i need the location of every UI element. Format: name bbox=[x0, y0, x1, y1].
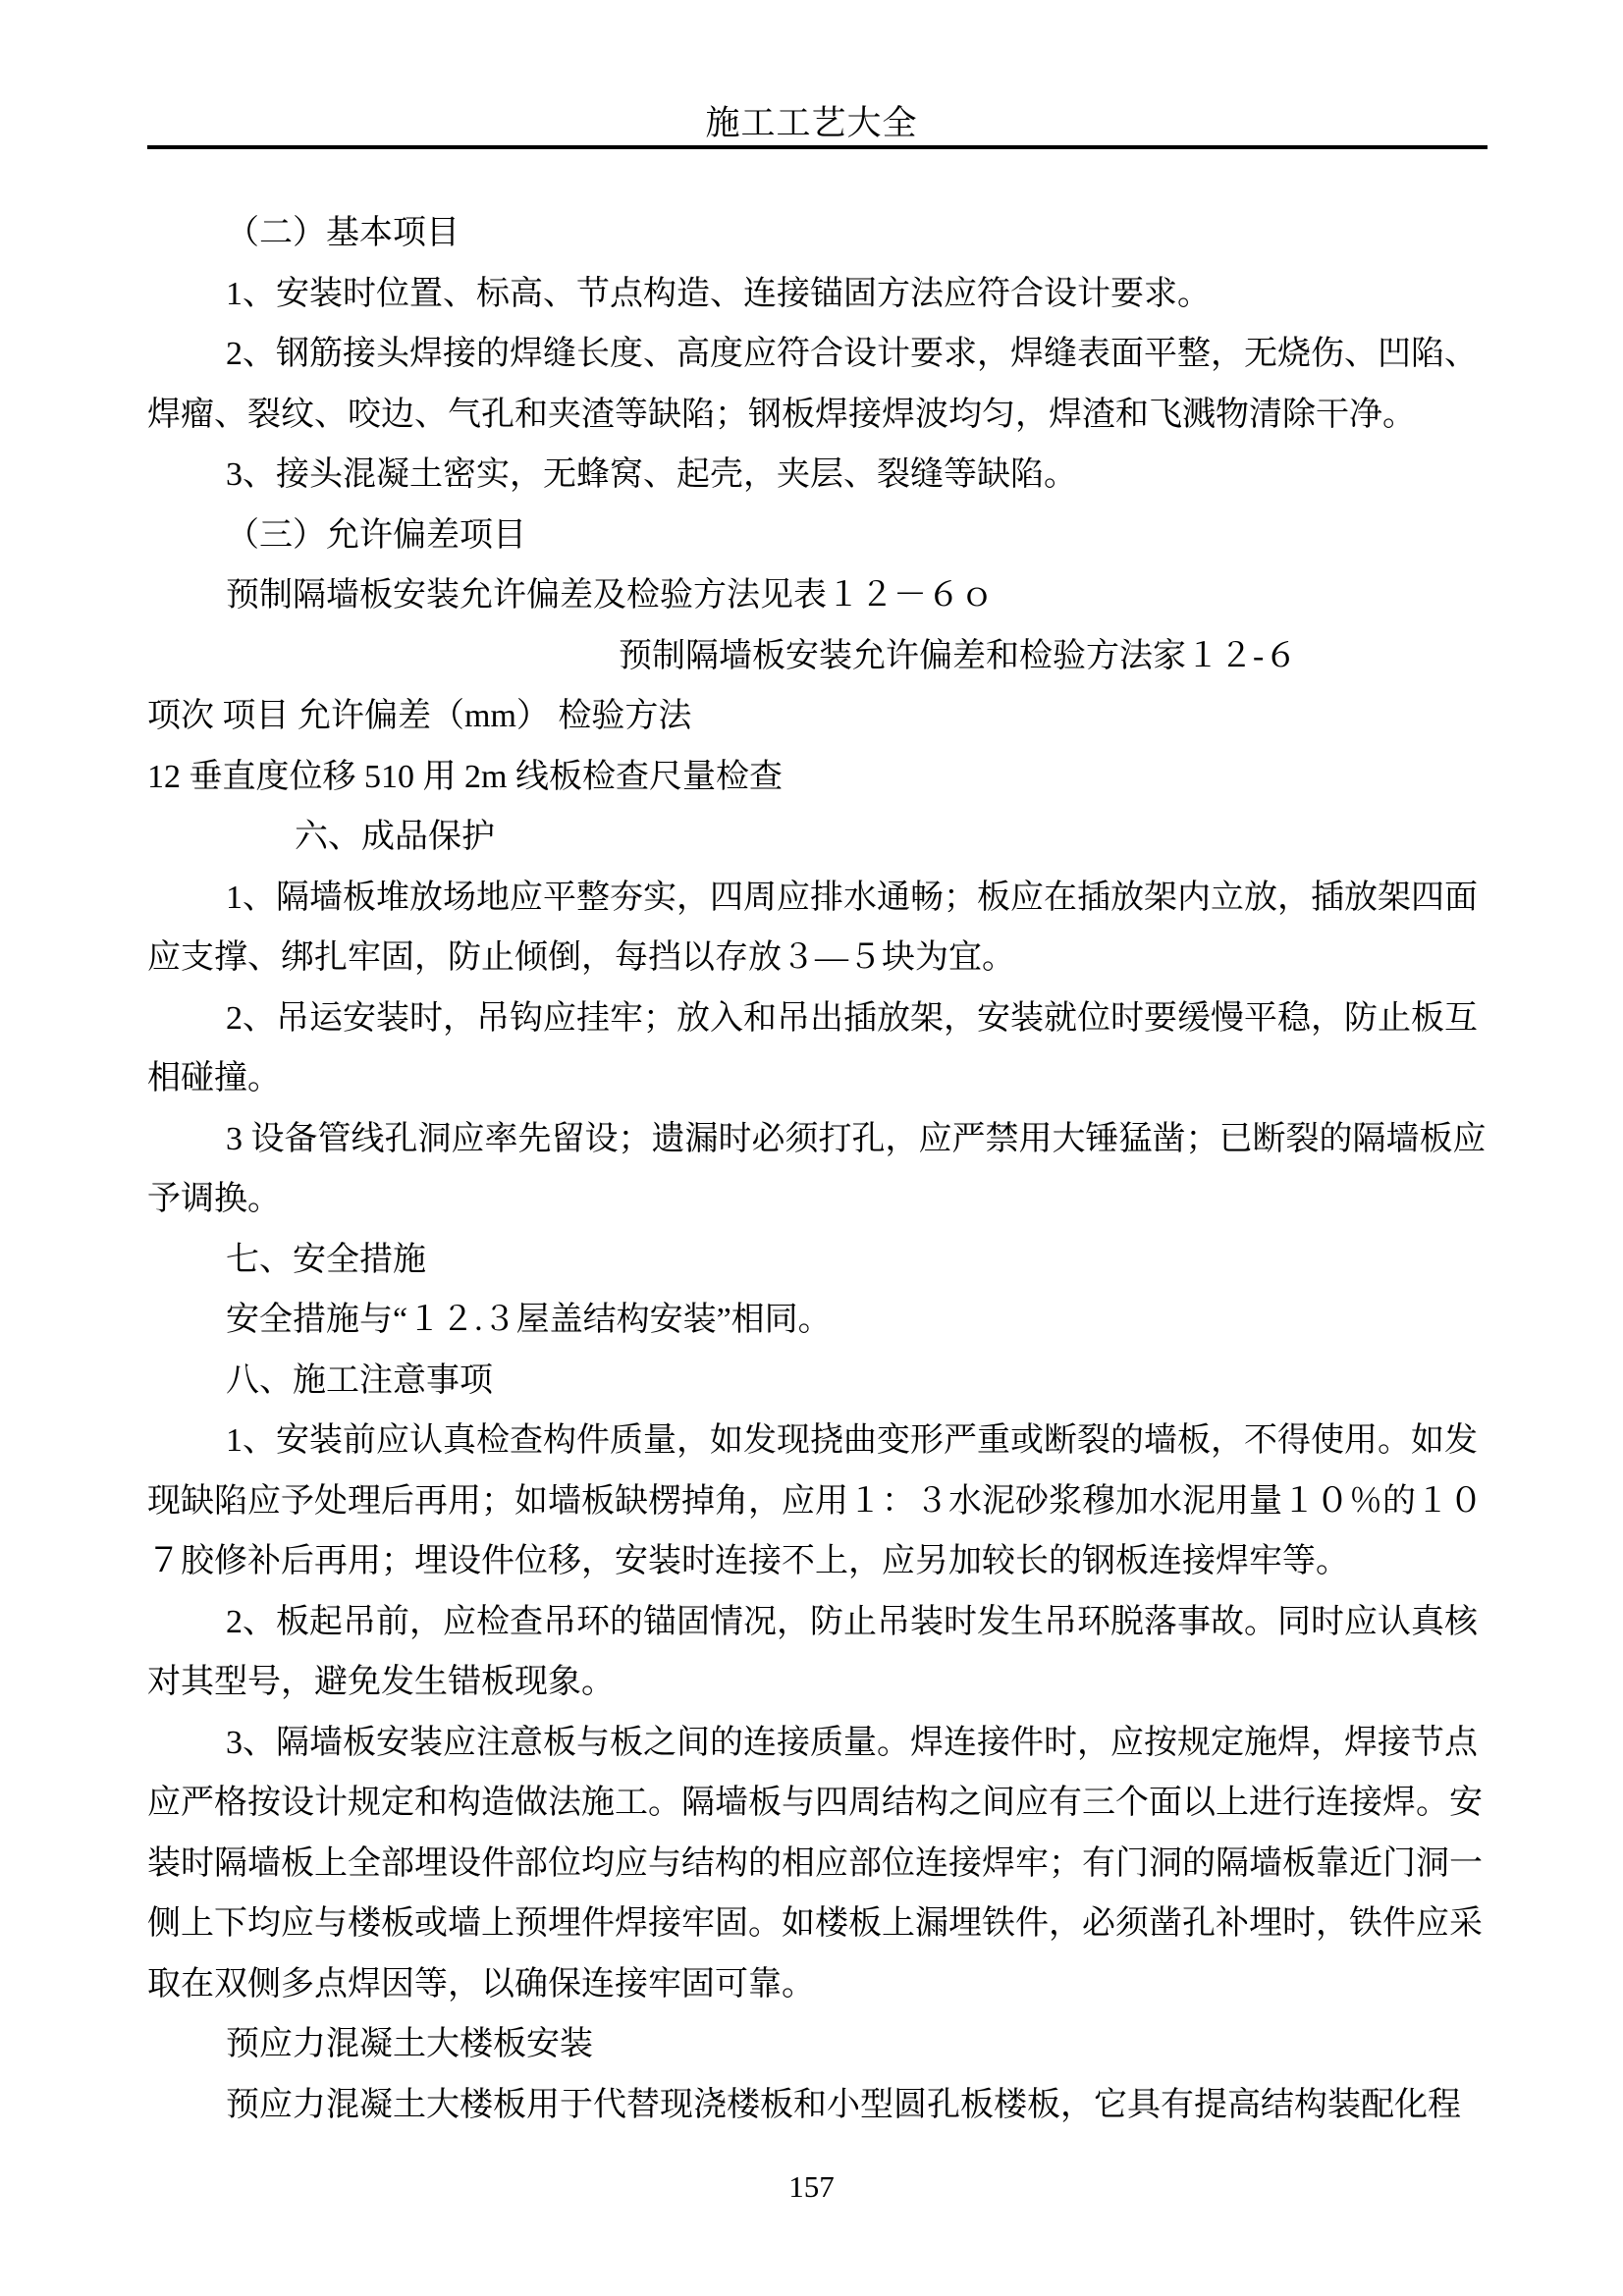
body-line: 1、安装时位置、标高、节点构造、连接锚固方法应符合设计要求。 bbox=[226, 275, 1211, 312]
table-reference-line: 预制隔墙板安装允许偏差及检验方法见表１２－６ｏ bbox=[226, 577, 994, 614]
body-line: 预应力混凝土大楼板用于代替现浇楼板和小型圆孔板楼板，它具有提高结构装配化程 bbox=[226, 2086, 1461, 2123]
body-line: 2、吊运安装时，吊钩应挂牢；放入和吊出插放架，安装就位时要缓慢平稳，防止板互 bbox=[226, 999, 1478, 1037]
page-header-title: 施工工艺大全 bbox=[705, 104, 918, 142]
body-line: 2、钢筋接头焊接的焊缝长度、高度应符合设计要求，焊缝表面平整，无烧伤、凹陷、 bbox=[226, 336, 1478, 372]
table-caption-line: 预制隔墙板安装允许偏差和检验方法家１２-６ bbox=[619, 637, 1298, 674]
body-line: 装时隔墙板上全部埋设件部位均应与结构的相应部位连接焊牢；有门洞的隔墙板靠近门洞一 bbox=[147, 1844, 1483, 1882]
body-line: 1、隔墙板堆放场地应平整夯实，四周应排水通畅；板应在插放架内立放，插放架四面 bbox=[226, 879, 1478, 916]
body-line: ７胶修补后再用；埋设件位移，安装时连接不上，应另加较长的钢板连接焊牢等。 bbox=[147, 1543, 1349, 1579]
body-line: 3 设备管线孔洞应率先留设；遗漏时必须打孔，应严禁用大锤猛凿；已断裂的隔墙板应 bbox=[226, 1120, 1487, 1157]
section-heading: （二）基本项目 bbox=[226, 215, 460, 251]
body-line: 对其型号，避免发生错板现象。 bbox=[147, 1664, 615, 1700]
body-line: 1、安装前应认真检查构件质量，如发现挠曲变形严重或断裂的墙板，不得使用。如发 bbox=[226, 1422, 1478, 1459]
body-line: 应支撑、绑扎牢固，防止倾倒，每挡以存放３—５块为宜。 bbox=[147, 939, 1015, 976]
header-rule bbox=[147, 145, 1488, 149]
body-line: 3、隔墙板安装应注意板与板之间的连接质量。焊连接件时，应按规定施焊，焊接节点 bbox=[226, 1724, 1478, 1761]
body-line: 2、板起吊前，应检查吊环的锚固情况，防止吊装时发生吊环脱落事故。同时应认真核 bbox=[226, 1603, 1478, 1640]
body-line: 应严格按设计规定和构造做法施工。隔墙板与四周结构之间应有三个面以上进行连接焊。安 bbox=[147, 1785, 1483, 1821]
section-heading: （三）允许偏差项目 bbox=[226, 516, 526, 554]
body-line: 3、接头混凝土密实，无蜂窝、起壳，夹层、裂缝等缺陷。 bbox=[226, 456, 1077, 493]
body-line: 取在双侧多点焊因等，以确保连接牢固可靠。 bbox=[147, 1965, 815, 2002]
body-line: 焊瘤、裂纹、咬边、气孔和夹渣等缺陷；钢板焊接焊波均匀，焊渣和飞溅物清除干净。 bbox=[147, 396, 1416, 433]
body-line: 相碰撞。 bbox=[147, 1060, 281, 1096]
body-line: 侧上下均应与楼板或墙上预埋件焊接牢固。如楼板上漏埋铁件，必须凿孔补埋时，铁件应采 bbox=[147, 1905, 1483, 1942]
page-number: 157 bbox=[788, 2169, 835, 2204]
document-body bbox=[147, 203, 1492, 2135]
section-heading: 八、施工注意事项 bbox=[226, 1362, 493, 1399]
table-header-line: 项次 项目 允许偏差（mm） 检验方法 bbox=[147, 698, 692, 734]
table-row-line: 12 垂直度位移 510 用 2m 线板检查尺量检查 bbox=[147, 758, 783, 795]
section-heading: 六、成品保护 bbox=[295, 819, 495, 855]
body-line: 安全措施与“１２.３屋盖结构安装”相同。 bbox=[226, 1302, 832, 1338]
section-heading: 七、安全措施 bbox=[226, 1241, 426, 1278]
body-line: 予调换。 bbox=[147, 1181, 281, 1217]
section-heading: 预应力混凝土大楼板安装 bbox=[226, 2026, 593, 2062]
body-line: 现缺陷应予处理后再用；如墙板缺楞掉角，应用１：３水泥砂浆穆加水泥用量１０％的１０ bbox=[147, 1482, 1483, 1520]
